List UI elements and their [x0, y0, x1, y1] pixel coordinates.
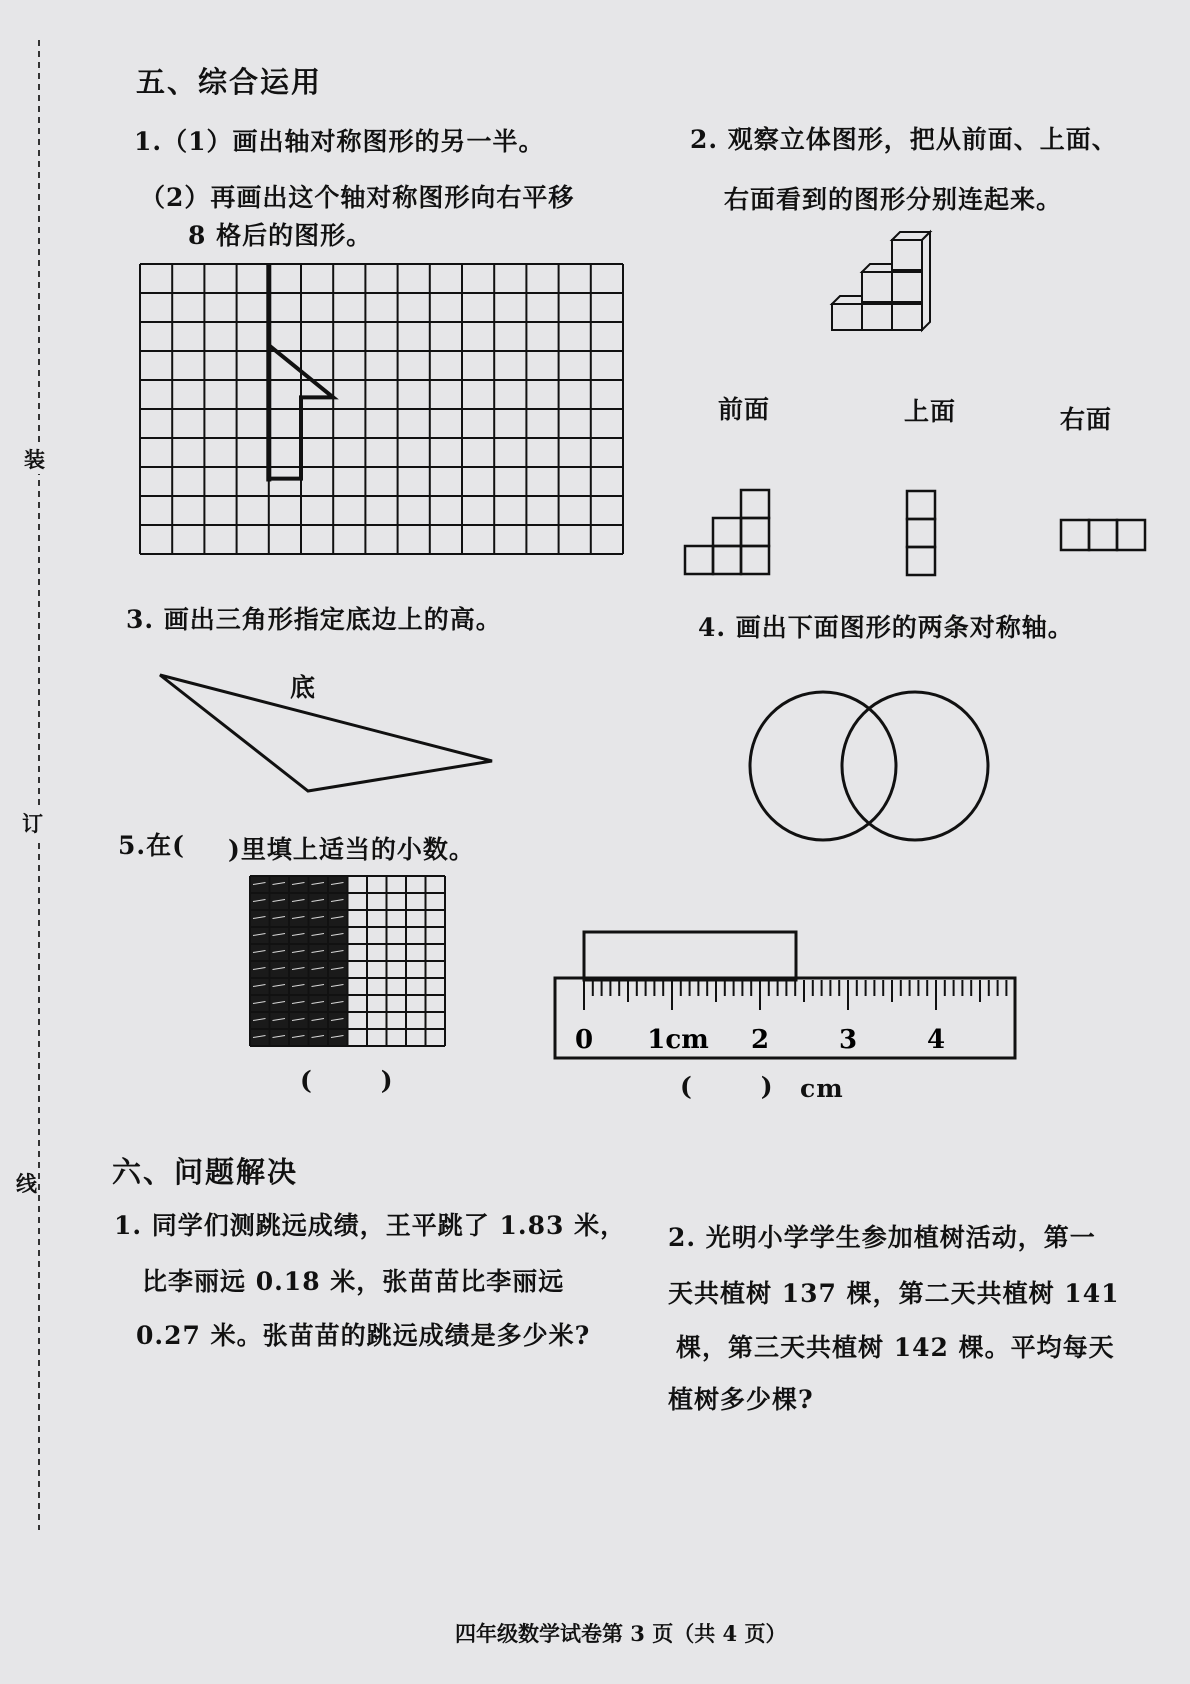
right-view-drawing[interactable] [1058, 516, 1148, 556]
q2-line1: 2. 观察立体图形，把从前面、上面、 [690, 125, 1118, 154]
q3-text: 3. 画出三角形指定底边上的高。 [126, 605, 502, 634]
s6-q2-line3: 棵，第三天共植树 142 棵。平均每天 [676, 1333, 1115, 1362]
ruler-label: 1cm [647, 1025, 709, 1055]
section5-heading: 五、综合运用 [136, 65, 323, 99]
q5-blank-right[interactable]: ( ) [680, 1072, 774, 1101]
top-view-drawing[interactable] [904, 488, 940, 578]
s6-q2-line4: 植树多少棵? [668, 1385, 814, 1414]
view-label-front: 前面 [718, 395, 771, 424]
view-label-right: 右面 [1060, 405, 1113, 434]
q5-text-before: 5.在( [118, 831, 185, 860]
ruler-body [555, 978, 1015, 1058]
binding-label-ding: 订 [22, 808, 43, 838]
triangle-figure[interactable] [150, 665, 510, 805]
ruler-label: 0 [574, 1025, 594, 1055]
binding-label-xian: 线 [16, 1168, 37, 1198]
q5-text-after: )里填上适当的小数。 [228, 835, 475, 864]
q5-unit: cm [800, 1074, 844, 1103]
q1-line3: 8 格后的图形。 [188, 221, 373, 250]
ruler-label: 4 [926, 1025, 946, 1055]
ruler-figure [550, 920, 1030, 1070]
s6-q2-line2: 天共植树 137 棵，第二天共植树 141 [668, 1279, 1120, 1308]
s6-q2-line1: 2. 光明小学学生参加植树活动，第一 [668, 1223, 1096, 1252]
q1-line1: 1.（1）画出轴对称图形的另一半。 [134, 127, 545, 156]
binding-label-zhuang: 装 [24, 444, 45, 474]
symmetry-grid[interactable] [140, 264, 630, 564]
q5-blank-left[interactable]: ( ) [300, 1066, 394, 1095]
measured-object [584, 932, 796, 980]
view-label-top: 上面 [904, 397, 957, 426]
q4-text: 4. 画出下面图形的两条对称轴。 [698, 613, 1074, 642]
ruler-label: 3 [838, 1025, 858, 1055]
front-view-drawing[interactable] [682, 486, 772, 576]
q2-line2: 右面看到的图形分别连起来。 [724, 185, 1063, 214]
solid-cube-figure [822, 232, 942, 352]
two-circles-figure[interactable] [745, 686, 1005, 846]
footer-text: 四年级数学试卷第 3 页（共 4 页） [455, 1621, 787, 1646]
q1-line2: （2）再画出这个轴对称图形向右平移 [140, 183, 575, 212]
s6-q1-line3: 0.27 米。张苗苗的跳远成绩是多少米? [136, 1321, 591, 1350]
triangle-base-label: 底 [290, 673, 317, 702]
hundred-grid-figure [250, 876, 450, 1052]
ruler-label: 2 [750, 1025, 770, 1055]
section6-heading: 六、问题解决 [112, 1155, 299, 1189]
s6-q1-line1: 1. 同学们测跳远成绩，王平跳了 1.83 米， [114, 1211, 627, 1240]
binding-margin-line [30, 0, 50, 1684]
s6-q1-line2: 比李丽远 0.18 米，张苗苗比李丽远 [142, 1267, 565, 1296]
